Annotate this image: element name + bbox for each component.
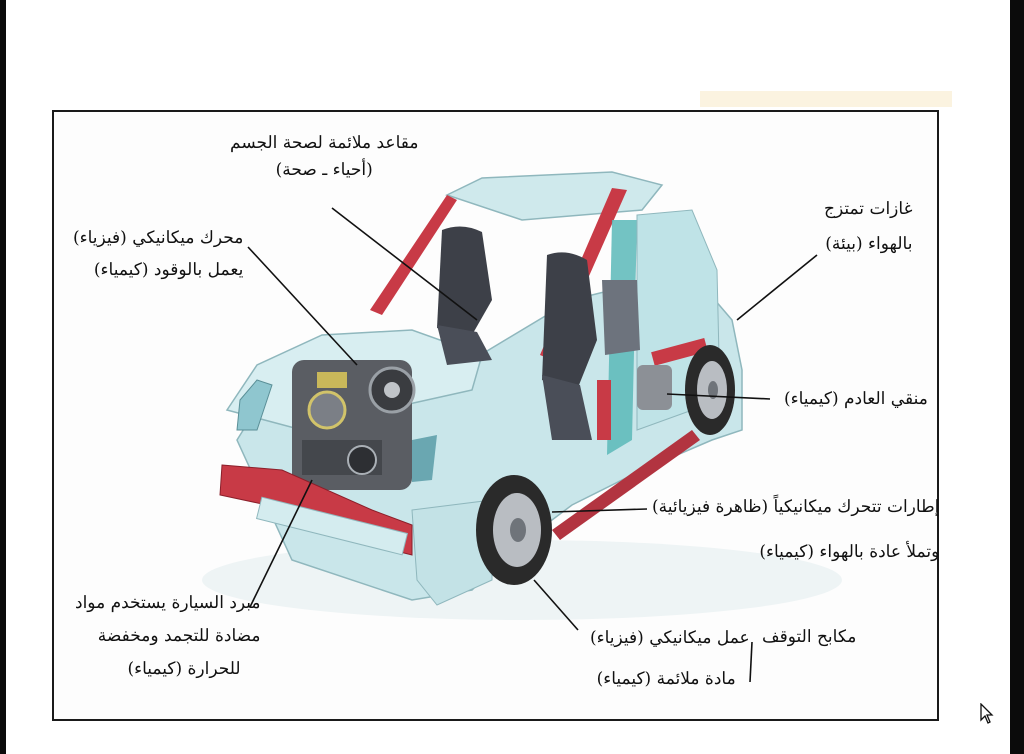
- leader-brakes-connector: [750, 642, 752, 682]
- exhaust-converter: [637, 365, 672, 410]
- engine-block: [292, 360, 414, 490]
- brakes-line1: عمل ميكانيكي (فيزياء): [590, 628, 750, 648]
- engine-line2: يعمل بالوقود (كيمياء): [93, 260, 244, 280]
- mouse-cursor-icon: [980, 703, 996, 725]
- front-wheel: [476, 475, 552, 585]
- label-converter: [784, 386, 928, 413]
- right-border-bar: [1010, 0, 1024, 754]
- seats-line2: (أحياء ـ صحة): [275, 160, 373, 180]
- car-roof: [447, 172, 662, 220]
- exhaust-gases-line1: غازات تمتزج: [824, 199, 913, 219]
- radiator-line2: مضادة للتجمد ومخفضة: [97, 626, 261, 646]
- engine-line1: محرك ميكانيكي (فيزياء): [73, 228, 244, 248]
- brakes-title: مكابح التوقف: [762, 627, 857, 647]
- label-brakes-title: [762, 624, 856, 651]
- seats-line1: مقاعد ملائمة لصحة الجسم: [230, 133, 419, 153]
- radiator-line1: مبرد السيارة يستخدم مواد: [75, 593, 261, 613]
- top-highlight-strip: [700, 91, 952, 107]
- door-frame-red: [597, 380, 611, 440]
- tires-line2: وتملأ عادة بالهواء (كيمياء): [759, 542, 940, 562]
- label-brakes: [590, 625, 750, 693]
- label-engine: [73, 225, 243, 284]
- radiator-line3: للحرارة (كيمياء): [127, 659, 241, 679]
- label-radiator: [75, 590, 261, 683]
- rear-wheel: [685, 345, 735, 435]
- label-tires: [652, 494, 939, 566]
- rear-seat: [602, 280, 640, 355]
- brakes-line2: مادة ملائمة (كيمياء): [596, 669, 736, 689]
- exhaust-gases-line2: بالهواء (بيئة): [825, 234, 913, 254]
- tires-line1: إطارات تتحرك ميكانيكياً (ظاهرة فيزيائية): [652, 497, 940, 517]
- label-exhaust-gases: [824, 196, 912, 258]
- left-border-bar: [0, 0, 6, 754]
- label-seats: [230, 130, 418, 184]
- leader-exhaust-gases: [737, 255, 817, 320]
- front-seat-left: [437, 226, 492, 335]
- converter-line1: منقي العادم (كيمياء): [784, 389, 928, 409]
